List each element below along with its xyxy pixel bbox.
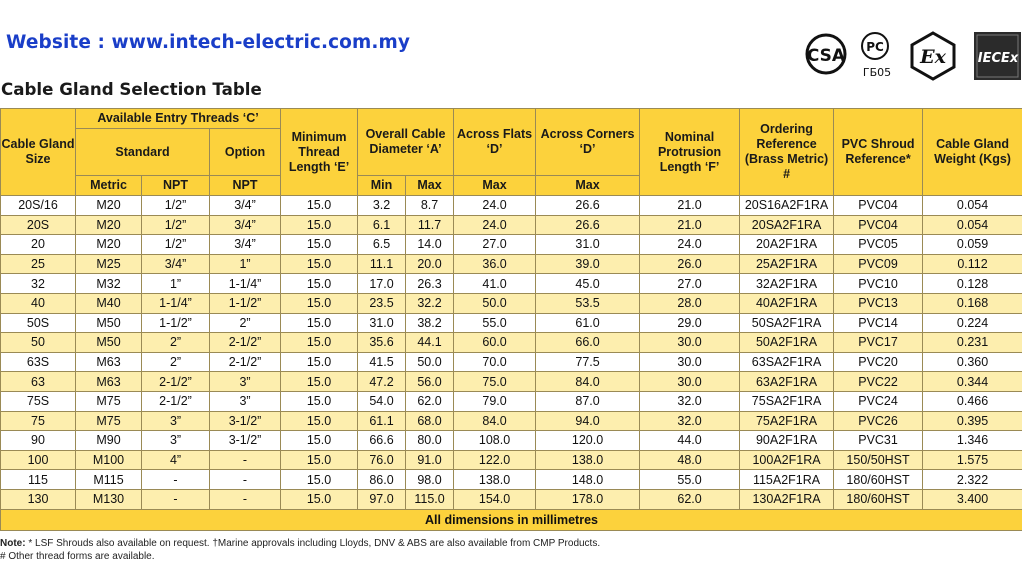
cell-npt: 2-1/2” xyxy=(142,391,210,411)
cell-npt: 1/2” xyxy=(142,235,210,255)
note-line-1 xyxy=(0,537,600,550)
cell-size: 63S xyxy=(1,352,76,372)
cell-weight: 0.466 xyxy=(923,391,1022,411)
cell-npt: 3” xyxy=(142,431,210,451)
header-across-flats: Across Flats ‘D’ xyxy=(454,109,536,176)
table-row xyxy=(1,470,1022,490)
cell-protrusion: 21.0 xyxy=(640,196,740,216)
cell-size: 90 xyxy=(1,431,76,451)
cell-weight: 0.112 xyxy=(923,254,1022,274)
cell-npt: - xyxy=(142,470,210,490)
cell-npt-option: 1” xyxy=(210,254,281,274)
cell-across-flats: 36.0 xyxy=(454,254,536,274)
cell-size: 75S xyxy=(1,391,76,411)
cell-protrusion: 48.0 xyxy=(640,450,740,470)
cell-across-flats: 70.0 xyxy=(454,352,536,372)
cell-min-thread-length: 15.0 xyxy=(281,450,358,470)
cell-diameter-max: 68.0 xyxy=(406,411,454,431)
cell-protrusion: 32.0 xyxy=(640,411,740,431)
cell-diameter-min: 23.5 xyxy=(358,293,406,313)
cell-metric: M115 xyxy=(76,470,142,490)
cell-pvc-shroud: PVC31 xyxy=(834,431,923,451)
cell-diameter-max: 20.0 xyxy=(406,254,454,274)
cell-metric: M20 xyxy=(76,215,142,235)
cell-npt-option: - xyxy=(210,470,281,490)
cell-metric: M40 xyxy=(76,293,142,313)
cell-metric: M75 xyxy=(76,391,142,411)
cell-size: 40 xyxy=(1,293,76,313)
cell-weight: 0.231 xyxy=(923,333,1022,353)
cell-min-thread-length: 15.0 xyxy=(281,372,358,392)
cell-across-flats: 50.0 xyxy=(454,293,536,313)
cell-diameter-min: 97.0 xyxy=(358,489,406,509)
cell-diameter-max: 50.0 xyxy=(406,352,454,372)
cell-min-thread-length: 15.0 xyxy=(281,235,358,255)
cell-diameter-max: 62.0 xyxy=(406,391,454,411)
cell-size: 50S xyxy=(1,313,76,333)
iecex-logo xyxy=(973,30,1022,82)
cell-npt: 2” xyxy=(142,352,210,372)
cell-min-thread-length: 15.0 xyxy=(281,293,358,313)
cable-gland-selection-table xyxy=(0,108,1022,531)
cell-protrusion: 30.0 xyxy=(640,352,740,372)
cell-npt: 3” xyxy=(142,411,210,431)
cell-pvc-shroud: PVC17 xyxy=(834,333,923,353)
cell-size: 100 xyxy=(1,450,76,470)
page-title: Cable Gland Selection Table xyxy=(1,80,262,100)
table-row xyxy=(1,333,1022,353)
table-row xyxy=(1,391,1022,411)
cell-min-thread-length: 15.0 xyxy=(281,196,358,216)
cell-metric: M100 xyxy=(76,450,142,470)
cell-diameter-min: 86.0 xyxy=(358,470,406,490)
table-row xyxy=(1,215,1022,235)
cell-across-corners: 120.0 xyxy=(536,431,640,451)
cell-metric: M20 xyxy=(76,196,142,216)
cell-min-thread-length: 15.0 xyxy=(281,431,358,451)
cell-ordering-reference: 130A2F1RA xyxy=(740,489,834,509)
cell-across-corners: 61.0 xyxy=(536,313,640,333)
cell-npt-option: 1-1/4” xyxy=(210,274,281,294)
cell-diameter-min: 17.0 xyxy=(358,274,406,294)
header-ordering-reference: Ordering Reference (Brass Metric) # xyxy=(740,109,834,196)
header-npt: NPT xyxy=(142,176,210,196)
cell-ordering-reference: 63SA2F1RA xyxy=(740,352,834,372)
cell-ordering-reference: 63A2F1RA xyxy=(740,372,834,392)
cell-across-flats: 122.0 xyxy=(454,450,536,470)
svg-text:CSA: CSA xyxy=(806,46,846,66)
cell-across-corners: 84.0 xyxy=(536,372,640,392)
cell-ordering-reference: 115A2F1RA xyxy=(740,470,834,490)
cell-across-flats: 84.0 xyxy=(454,411,536,431)
cell-diameter-max: 44.1 xyxy=(406,333,454,353)
cell-ordering-reference: 20A2F1RA xyxy=(740,235,834,255)
cell-across-corners: 138.0 xyxy=(536,450,640,470)
cell-npt: 3/4” xyxy=(142,254,210,274)
cell-size: 20S xyxy=(1,215,76,235)
header-max: Max xyxy=(406,176,454,196)
cell-ordering-reference: 32A2F1RA xyxy=(740,274,834,294)
cell-min-thread-length: 15.0 xyxy=(281,333,358,353)
cell-across-corners: 178.0 xyxy=(536,489,640,509)
cell-npt-option: 3-1/2” xyxy=(210,411,281,431)
cell-across-flats: 154.0 xyxy=(454,489,536,509)
cell-metric: M50 xyxy=(76,313,142,333)
cell-across-flats: 24.0 xyxy=(454,196,536,216)
cell-metric: M20 xyxy=(76,235,142,255)
website-url[interactable]: Website : www.intech-electric.com.my xyxy=(6,32,411,53)
cell-protrusion: 30.0 xyxy=(640,333,740,353)
cell-diameter-max: 115.0 xyxy=(406,489,454,509)
cell-diameter-min: 66.6 xyxy=(358,431,406,451)
header-metric: Metric xyxy=(76,176,142,196)
cell-across-corners: 45.0 xyxy=(536,274,640,294)
cell-metric: M130 xyxy=(76,489,142,509)
cell-diameter-min: 35.6 xyxy=(358,333,406,353)
cell-across-flats: 27.0 xyxy=(454,235,536,255)
cell-min-thread-length: 15.0 xyxy=(281,274,358,294)
cell-size: 130 xyxy=(1,489,76,509)
cell-pvc-shroud: PVC04 xyxy=(834,215,923,235)
cell-ordering-reference: 25A2F1RA xyxy=(740,254,834,274)
cell-npt-option: 3” xyxy=(210,391,281,411)
cell-min-thread-length: 15.0 xyxy=(281,411,358,431)
svg-text:ГБ05: ГБ05 xyxy=(862,66,892,79)
cell-ordering-reference: 90A2F1RA xyxy=(740,431,834,451)
svg-text:IECEx: IECEx xyxy=(977,51,1019,66)
svg-text:PC: PC xyxy=(866,40,884,54)
cell-min-thread-length: 15.0 xyxy=(281,489,358,509)
cell-ordering-reference: 50SA2F1RA xyxy=(740,313,834,333)
svg-text:Ex: Ex xyxy=(920,46,946,68)
table-body xyxy=(1,196,1022,510)
table-row xyxy=(1,372,1022,392)
cell-size: 20S/16 xyxy=(1,196,76,216)
notes xyxy=(0,537,600,563)
cell-diameter-min: 6.1 xyxy=(358,215,406,235)
cell-pvc-shroud: PVC10 xyxy=(834,274,923,294)
cell-metric: M90 xyxy=(76,431,142,451)
header-min-thread-length: Minimum Thread Length ‘E’ xyxy=(281,109,358,196)
header-min: Min xyxy=(358,176,406,196)
cell-ordering-reference: 75A2F1RA xyxy=(740,411,834,431)
cell-min-thread-length: 15.0 xyxy=(281,313,358,333)
cell-diameter-max: 8.7 xyxy=(406,196,454,216)
cell-npt-option: 3/4” xyxy=(210,196,281,216)
cell-ordering-reference: 50A2F1RA xyxy=(740,333,834,353)
cell-protrusion: 30.0 xyxy=(640,372,740,392)
cell-metric: M63 xyxy=(76,372,142,392)
cell-npt: - xyxy=(142,489,210,509)
cell-ordering-reference: 75SA2F1RA xyxy=(740,391,834,411)
header-cable-gland-size: Cable Gland Size xyxy=(1,109,76,196)
cell-diameter-min: 54.0 xyxy=(358,391,406,411)
header-available-entry-threads: Available Entry Threads ‘C’ xyxy=(76,109,281,129)
cell-pvc-shroud: 150/50HST xyxy=(834,450,923,470)
cell-npt-option: 3/4” xyxy=(210,235,281,255)
cell-across-flats: 24.0 xyxy=(454,215,536,235)
cell-min-thread-length: 15.0 xyxy=(281,470,358,490)
cell-protrusion: 32.0 xyxy=(640,391,740,411)
cell-ordering-reference: 20SA2F1RA xyxy=(740,215,834,235)
table-row xyxy=(1,313,1022,333)
cell-diameter-max: 56.0 xyxy=(406,372,454,392)
cell-pvc-shroud: PVC22 xyxy=(834,372,923,392)
cell-across-corners: 77.5 xyxy=(536,352,640,372)
cell-npt-option: - xyxy=(210,450,281,470)
ex-logo xyxy=(908,30,958,82)
cell-min-thread-length: 15.0 xyxy=(281,215,358,235)
cell-weight: 0.360 xyxy=(923,352,1022,372)
cell-across-corners: 94.0 xyxy=(536,411,640,431)
header-across-corners: Across Corners ‘D’ xyxy=(536,109,640,176)
cell-pvc-shroud: PVC24 xyxy=(834,391,923,411)
table-row xyxy=(1,489,1022,509)
header-nominal-protrusion: Nominal Protrusion Length ‘F’ xyxy=(640,109,740,196)
cell-diameter-min: 76.0 xyxy=(358,450,406,470)
cell-weight: 2.322 xyxy=(923,470,1022,490)
cell-ordering-reference: 20S16A2F1RA xyxy=(740,196,834,216)
cell-across-corners: 39.0 xyxy=(536,254,640,274)
cell-across-corners: 66.0 xyxy=(536,333,640,353)
cell-size: 63 xyxy=(1,372,76,392)
header-option: Option xyxy=(210,129,281,176)
header-across-flats-max: Max xyxy=(454,176,536,196)
cell-npt-option: 3” xyxy=(210,372,281,392)
cell-size: 75 xyxy=(1,411,76,431)
cell-weight: 0.344 xyxy=(923,372,1022,392)
cell-npt: 2” xyxy=(142,333,210,353)
cell-size: 20 xyxy=(1,235,76,255)
cell-weight: 0.054 xyxy=(923,215,1022,235)
cell-diameter-max: 80.0 xyxy=(406,431,454,451)
cell-protrusion: 26.0 xyxy=(640,254,740,274)
table-row xyxy=(1,450,1022,470)
cell-metric: M25 xyxy=(76,254,142,274)
cell-protrusion: 55.0 xyxy=(640,470,740,490)
certification-logos xyxy=(805,30,1022,82)
cell-across-flats: 75.0 xyxy=(454,372,536,392)
cell-protrusion: 62.0 xyxy=(640,489,740,509)
cell-size: 115 xyxy=(1,470,76,490)
cell-across-corners: 31.0 xyxy=(536,235,640,255)
cell-min-thread-length: 15.0 xyxy=(281,391,358,411)
note-label: Note: xyxy=(0,538,26,549)
gost-logo xyxy=(857,30,901,82)
cell-across-flats: 108.0 xyxy=(454,431,536,451)
cell-across-corners: 26.6 xyxy=(536,215,640,235)
cell-diameter-min: 61.1 xyxy=(358,411,406,431)
cell-weight: 0.128 xyxy=(923,274,1022,294)
cell-npt-option: 2-1/2” xyxy=(210,333,281,353)
cell-diameter-min: 3.2 xyxy=(358,196,406,216)
note-text: * LSF Shrouds also available on request. †Marine approvals including Lloyds, DNV & ABS are also available from CMP Products. xyxy=(25,538,601,549)
table-row xyxy=(1,235,1022,255)
table-footer: All dimensions in millimetres xyxy=(1,509,1022,530)
cell-weight: 0.168 xyxy=(923,293,1022,313)
cell-pvc-shroud: PVC05 xyxy=(834,235,923,255)
cell-weight: 1.346 xyxy=(923,431,1022,451)
cell-diameter-max: 14.0 xyxy=(406,235,454,255)
cell-npt: 4” xyxy=(142,450,210,470)
table-row xyxy=(1,196,1022,216)
table-row xyxy=(1,411,1022,431)
cell-diameter-max: 32.2 xyxy=(406,293,454,313)
cell-across-corners: 26.6 xyxy=(536,196,640,216)
cell-size: 50 xyxy=(1,333,76,353)
cell-diameter-min: 47.2 xyxy=(358,372,406,392)
cell-diameter-min: 31.0 xyxy=(358,313,406,333)
cell-size: 32 xyxy=(1,274,76,294)
cell-diameter-min: 41.5 xyxy=(358,352,406,372)
cell-weight: 0.395 xyxy=(923,411,1022,431)
cell-pvc-shroud: PVC04 xyxy=(834,196,923,216)
cell-across-flats: 41.0 xyxy=(454,274,536,294)
cell-npt-option: 3/4” xyxy=(210,215,281,235)
cell-across-corners: 53.5 xyxy=(536,293,640,313)
cell-npt-option: - xyxy=(210,489,281,509)
table-row xyxy=(1,431,1022,451)
cell-weight: 0.224 xyxy=(923,313,1022,333)
csa-logo xyxy=(805,30,847,78)
cell-npt: 1/2” xyxy=(142,215,210,235)
cell-metric: M32 xyxy=(76,274,142,294)
cell-diameter-max: 11.7 xyxy=(406,215,454,235)
cell-protrusion: 28.0 xyxy=(640,293,740,313)
header-standard: Standard xyxy=(76,129,210,176)
note-line-2: # Other thread forms are available. xyxy=(0,551,155,562)
cell-npt: 1” xyxy=(142,274,210,294)
header-npt-option: NPT xyxy=(210,176,281,196)
table-row xyxy=(1,274,1022,294)
cell-across-flats: 60.0 xyxy=(454,333,536,353)
cell-npt: 1-1/2” xyxy=(142,313,210,333)
header-across-corners-max: Max xyxy=(536,176,640,196)
cell-npt-option: 2-1/2” xyxy=(210,352,281,372)
cell-pvc-shroud: PVC09 xyxy=(834,254,923,274)
cell-npt: 1/2” xyxy=(142,196,210,216)
cell-across-corners: 148.0 xyxy=(536,470,640,490)
cell-weight: 0.059 xyxy=(923,235,1022,255)
cell-protrusion: 24.0 xyxy=(640,235,740,255)
cell-pvc-shroud: 180/60HST xyxy=(834,470,923,490)
cell-size: 25 xyxy=(1,254,76,274)
top-strip xyxy=(0,0,1022,8)
cell-min-thread-length: 15.0 xyxy=(281,352,358,372)
cell-metric: M63 xyxy=(76,352,142,372)
cell-metric: M50 xyxy=(76,333,142,353)
header-pvc-shroud: PVC Shroud Reference* xyxy=(834,109,923,196)
cell-weight: 1.575 xyxy=(923,450,1022,470)
cell-diameter-max: 91.0 xyxy=(406,450,454,470)
cell-across-corners: 87.0 xyxy=(536,391,640,411)
cell-ordering-reference: 100A2F1RA xyxy=(740,450,834,470)
cell-protrusion: 27.0 xyxy=(640,274,740,294)
header-cable-gland-weight: Cable Gland Weight (Kgs) xyxy=(923,109,1022,196)
cell-diameter-max: 38.2 xyxy=(406,313,454,333)
cell-npt-option: 1-1/2” xyxy=(210,293,281,313)
cell-min-thread-length: 15.0 xyxy=(281,254,358,274)
cell-protrusion: 44.0 xyxy=(640,431,740,451)
cell-protrusion: 21.0 xyxy=(640,215,740,235)
cell-npt-option: 3-1/2” xyxy=(210,431,281,451)
cell-ordering-reference: 40A2F1RA xyxy=(740,293,834,313)
cell-pvc-shroud: PVC26 xyxy=(834,411,923,431)
cell-weight: 3.400 xyxy=(923,489,1022,509)
cell-diameter-min: 11.1 xyxy=(358,254,406,274)
cell-protrusion: 29.0 xyxy=(640,313,740,333)
cell-pvc-shroud: PVC20 xyxy=(834,352,923,372)
cell-across-flats: 55.0 xyxy=(454,313,536,333)
cell-weight: 0.054 xyxy=(923,196,1022,216)
table-row xyxy=(1,254,1022,274)
cell-diameter-max: 98.0 xyxy=(406,470,454,490)
cell-pvc-shroud: 180/60HST xyxy=(834,489,923,509)
cell-across-flats: 138.0 xyxy=(454,470,536,490)
cell-pvc-shroud: PVC14 xyxy=(834,313,923,333)
cell-npt-option: 2” xyxy=(210,313,281,333)
cell-diameter-min: 6.5 xyxy=(358,235,406,255)
cell-npt: 2-1/2” xyxy=(142,372,210,392)
table-row xyxy=(1,352,1022,372)
cell-across-flats: 79.0 xyxy=(454,391,536,411)
cell-metric: M75 xyxy=(76,411,142,431)
cell-npt: 1-1/4” xyxy=(142,293,210,313)
cell-diameter-max: 26.3 xyxy=(406,274,454,294)
cell-pvc-shroud: PVC13 xyxy=(834,293,923,313)
table-row xyxy=(1,293,1022,313)
header-overall-cable-diameter: Overall Cable Diameter ‘A’ xyxy=(358,109,454,176)
